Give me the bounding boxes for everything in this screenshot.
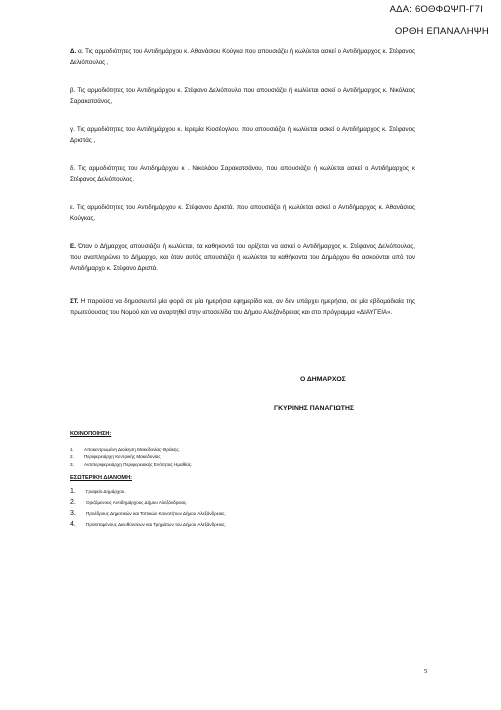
list-item-text: Προϊσταμένους Διευθύνσεων και Τμημάτων του Δήμου Αλεξάνδρειας. — [86, 522, 226, 527]
list-item-text: Αντιπεριφερειάρχη Περιφερειακής Ενότητας Ημαθίας. — [84, 461, 193, 467]
paragraph-lead: Ε. — [70, 243, 76, 250]
page-number: 5 — [424, 668, 428, 675]
list-item-text: Γραφείο Δημάρχου. — [86, 489, 126, 494]
paragraph-ST — [70, 296, 415, 318]
paragraph-lead: Δ. — [70, 48, 77, 55]
list-item — [70, 497, 226, 508]
paragraph-delta: δ. Τις αρμοδιότητες του Αντιδημάρχου κ . Νικολάου Σαρακατσάνου, που απουσιάζει ή κωλύεται ασκεί ο Αντιδήμαρχος κ Στέφανος Δελιόπουλος. — [70, 165, 415, 183]
list-item-number: 4. — [70, 521, 76, 528]
list-item — [70, 446, 192, 453]
list-item-number: 3. — [70, 461, 74, 467]
list-item-number: 2. — [70, 499, 76, 506]
list-item — [70, 453, 192, 460]
esoteriki-dianomi-heading: ΕΣΩΤΕΡΙΚΗ ΔΙΑΝΟΜΗ: — [70, 475, 132, 481]
list-item-text: Προέδρους Δημοτικών και Τοπικών Κοινοτήτων Δήμου Αλεξάνδρειας. — [86, 511, 226, 516]
list-item-number: 1. — [70, 447, 74, 452]
paragraph-text: Όταν ο Δήμαρχος απουσιάζει ή κωλύεται, τα καθηκοντά του ορίζεται να ασκεί ο Αντιδήμαρχος κ. Στέφανος Δελιόπουλος, που αναπληρώνει το Δήμαρχο, και όταν αυτός απουσιάζει ή κωλύεται τα καθήκοντα του Δημάρχου θα ασκούνται από τον Αντιδήμαρχο κ. Στέφανο Δριστά. — [70, 243, 415, 272]
list-item-number: 3. — [70, 510, 76, 517]
paragraph-beta: β. Τις αρμοδιότητες του Αντιδημάρχου κ. Στέφανο Δελιόπουλο που απουσιάζει ή κωλύεται ασκεί ο Αντιδήμαρχος κ. Νικόλαος Σαρακατσάνος, — [70, 87, 415, 105]
list-item — [70, 508, 226, 519]
paragraph-text: Η παρούσα να δημοσιευτεί μία φορά σε μία ημερήσια εφημερίδα και, αν δεν υπάρχει ημερήσια, σε μία εβδομαδιαία της πρωτεύουσας του Νομού και να αναρτηθεί στην ιστοσελίδα του Δήμου Αλεξάνδρειας και στο πρόγραμμα «ΔΙΑΥΓΕΙΑ». — [70, 298, 415, 316]
paragraph-E — [70, 241, 415, 274]
koinopoiisi-list — [70, 446, 192, 468]
list-item-text: Αποκεντρωμένη Διοίκηση Μακεδονίας-Θράκης. — [84, 447, 180, 452]
koinopoiisi-heading: ΚΟΙΝΟΠΟΙΗΣΗ: — [70, 431, 112, 437]
list-item — [70, 519, 226, 530]
list-item — [70, 486, 226, 497]
ada-code: ΑΔΑ: 6ΟΘΦΩΨΠ-Γ7Ι — [389, 4, 483, 15]
paragraph-lead: ΣΤ. — [70, 298, 79, 305]
paragraph-d-alpha — [70, 46, 415, 68]
paragraph-epsilon: ε. Τις αρμοδιότητες του Αντιδημάρχου κ. Στέφανου Δριστά. που απουσιάζει ή κωλύεται ασκεί ο Αντιδήμαρχος κ. Αθανάσιος Κούγκας. — [70, 204, 415, 222]
paragraph-gamma: γ. Τις αρμοδιότητες του Αντιδημάρχου κ. Ιερεμία Κιοσέογλου. που απουσιάζει ή κωλύεται ασκεί ο Αντιδήμαρχος κ. Στέφανος Δριστάς , — [70, 126, 415, 144]
list-item — [70, 461, 192, 468]
list-item-text: Οριζόμενους Αντιδημάρχους Δήμου Αλεξάνδρειας. — [86, 500, 188, 505]
list-item-number: 2. — [70, 454, 74, 460]
list-item-text: Περιφερειάρχη Κεντρικής Μακεδονίας — [84, 454, 161, 460]
signature-name: ΓΚΥΡΙΝΗΣ ΠΑΝΑΓΙΩΤΗΣ — [274, 405, 354, 412]
orthi-epanalipsi-label: ΟΡΘΗ ΕΠΑΝΑΛΗΨΗ — [394, 26, 489, 37]
list-item-number: 1. — [70, 488, 76, 495]
signature-title: Ο ΔΗΜΑΡΧΟΣ — [300, 376, 346, 383]
esoteriki-dianomi-list — [70, 486, 226, 530]
paragraph-text: α. Τις αρμοδιότητες του Αντιδημάρχου κ. Αθανάσιου Κούγκα που απουσιάζει ή κωλύεται ασκεί ο Αντιδήμαρχος κ. Στέφανος Δελιόπουλος , — [70, 48, 415, 66]
